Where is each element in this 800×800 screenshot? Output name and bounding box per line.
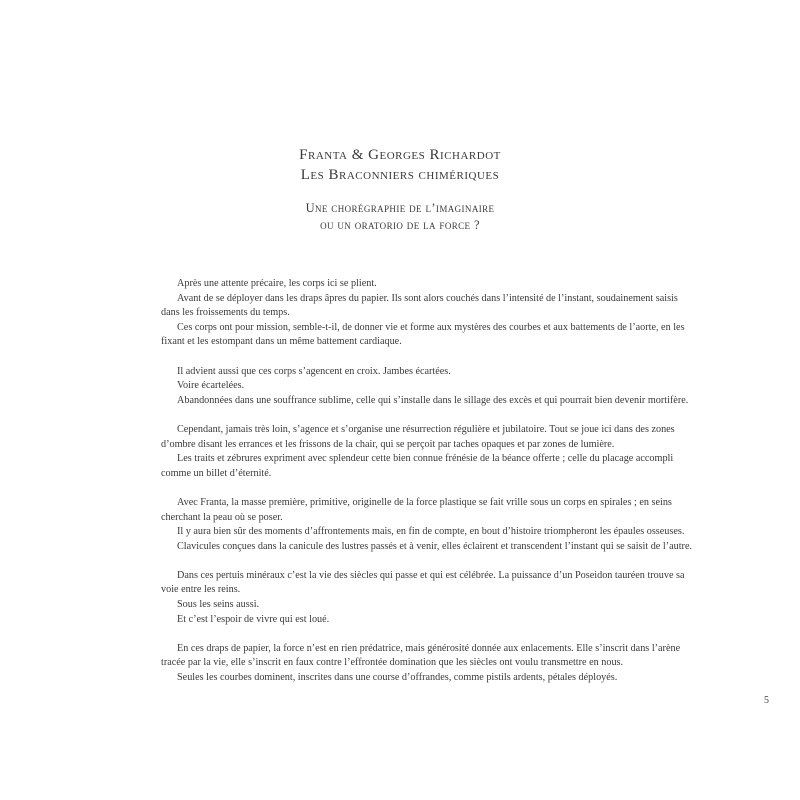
text-line: Abandonnées dans une souffrance sublime, celle qui s’installe dans le sillage des excès et qui pourrait bien devenir mortifère. [177, 394, 689, 406]
text-line: fixant et les estompant dans un même battement cardiaque. [161, 336, 402, 348]
text-line: Dans ces pertuis minéraux c’est la vie des siècles qui passe et qui est célébrée. La puissance d’un Poseidon tauréen trouve sa [177, 569, 685, 581]
subtitle-block [0, 200, 800, 234]
paragraph-6 [161, 642, 721, 686]
paragraph-gap [161, 408, 721, 423]
text-line: Avant de se déployer dans les draps âpres du papier. Ils sont alors couchés dans l’intensité de l’instant, soudainement saisis [177, 292, 678, 304]
paragraph-gap [161, 481, 721, 496]
paragraph-1 [161, 277, 721, 350]
title-work: Les Braconniers chimériques [300, 167, 500, 183]
text-line: Il y aura bien sûr des moments d’affrontements mais, en fin de compte, en bout d’histoire triompheront les épaules osseuses. [177, 526, 685, 538]
text-line: Voire écartelées. [177, 380, 245, 392]
paragraph-gap [161, 350, 721, 365]
text-line: En ces draps de papier, la force n’est en rien prédatrice, mais générosité donnée aux enlacements. Elle s’inscrit dans l’arène [177, 642, 681, 654]
paragraph-4 [161, 496, 721, 554]
text-line: comme un billet d’éternité. [161, 467, 272, 479]
text-line: Il advient aussi que ces corps s’agencent en croix. Jambes écartées. [177, 365, 451, 377]
text-line: Sous les seins aussi. [177, 599, 260, 611]
text-line: voie entre les reins. [161, 584, 241, 596]
paragraph-2 [161, 365, 721, 409]
paragraph-gap [161, 627, 721, 642]
title-block [0, 145, 800, 185]
paragraph-gap [161, 554, 721, 569]
text-line: tracée par la vie, elle s’inscrit en faux contre l’effrontée domination que les siècles ont voulu transmettre en nous. [161, 657, 624, 669]
text-line: dans les froissements du temps. [161, 307, 290, 319]
paragraph-5 [161, 569, 721, 627]
body-text [161, 277, 721, 686]
subtitle-line-2: ou un oratorio de la force ? [320, 218, 480, 232]
text-line: Ces corps ont pour mission, semble-t-il, de donner vie et forme aux mystères des courbes et aux battements de l’aorte, en les [177, 321, 685, 333]
text-line: Et c’est l’espoir de vivre qui est loué. [177, 613, 330, 625]
text-line: Seules les courbes dominent, inscrites dans une course d’offrandes, comme pistils ardents, pétales déployés. [177, 672, 618, 684]
text-line: Cependant, jamais très loin, s’agence et s’organise une résurrection régulière et jubilatoire. Tout se joue ici dans des zones [177, 423, 675, 435]
text-line: Les traits et zébrures expriment avec splendeur cette bien connue frénésie de la béance offerte ; celle du placage accompli [177, 453, 674, 465]
text-line: Avec Franta, la masse première, primitive, originelle de la force plastique se fait vrille sous un corps en spirales ; en seins [177, 496, 672, 508]
title-authors: Franta & Georges Richardot [299, 147, 501, 163]
text-line: Clavicules conçues dans la canicule des lustres passés et à venir, elles éclairent et transcendent l’instant qui se saisit de l’autre. [177, 540, 693, 552]
text-line: Après une attente précaire, les corps ici se plient. [177, 278, 377, 289]
paragraph-3 [161, 423, 721, 481]
text-line: d’ombre disant les errances et les frissons de la chair, qui se perçoit par taches opaques et par zones de lumière. [161, 438, 615, 450]
subtitle-line-1: Une chorégraphie de l’imaginaire [305, 201, 495, 215]
text-line: cherchant la peau où se poser. [161, 511, 283, 523]
page-number: 5 [764, 695, 769, 706]
